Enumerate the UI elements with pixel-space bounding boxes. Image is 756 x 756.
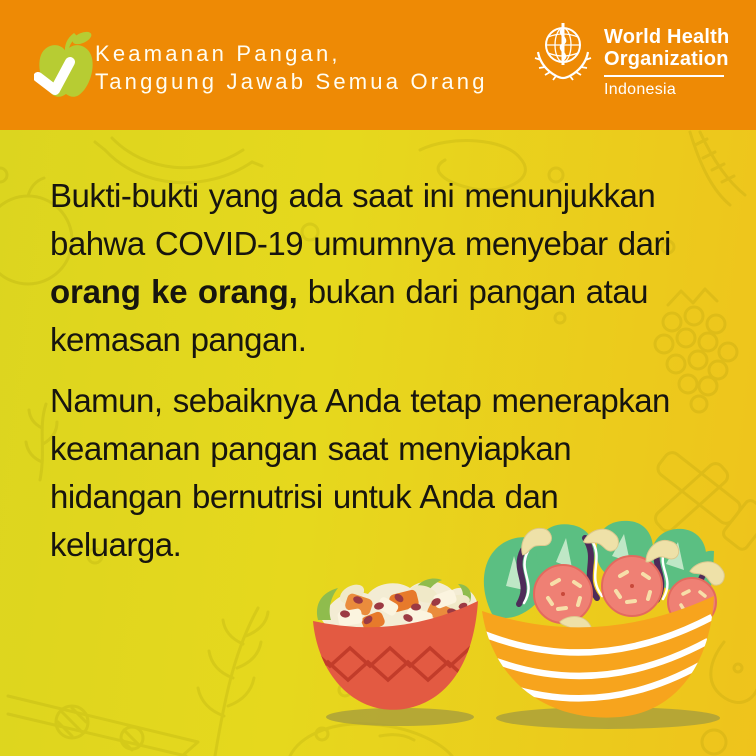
page-title	[95, 40, 488, 96]
text-line: keluarga.	[50, 526, 182, 563]
title-line-2: Tanggung Jawab Semua Orang	[95, 69, 488, 94]
paragraph-1	[50, 172, 671, 364]
who-logo	[531, 20, 729, 99]
who-divider-line	[604, 75, 724, 77]
text-line: Bukti-bukti yang ada saat ini menunjukkan	[50, 177, 656, 214]
header-bar	[0, 0, 756, 130]
bold-phrase: orang ke orang,	[50, 273, 298, 310]
apple-leaf	[71, 29, 93, 46]
apple-check-icon	[34, 28, 98, 108]
title-line-1: Keamanan Pangan,	[95, 41, 341, 66]
paragraph-2	[50, 377, 670, 569]
text-line: bahwa COVID-19 umumnya menyebar dari	[50, 225, 671, 262]
text-line: hidangan bernutrisi untuk Anda dan	[50, 478, 559, 515]
who-name-line-2: Organization	[604, 48, 729, 70]
apple-check-icon-svg	[34, 28, 98, 108]
text-line: kemasan pangan.	[50, 321, 307, 358]
who-country-label: Indonesia	[604, 81, 677, 98]
who-name-line-1: World Health	[604, 26, 730, 48]
who-emblem-icon	[531, 20, 595, 84]
text-segment: bukan dari pangan atau	[307, 273, 649, 310]
who-logo-text	[604, 20, 729, 99]
text-line: Namun, sebaiknya Anda tetap menerapkan	[50, 382, 670, 419]
text-line: keamanan pangan saat menyiapkan	[50, 430, 572, 467]
text-line	[50, 268, 671, 316]
